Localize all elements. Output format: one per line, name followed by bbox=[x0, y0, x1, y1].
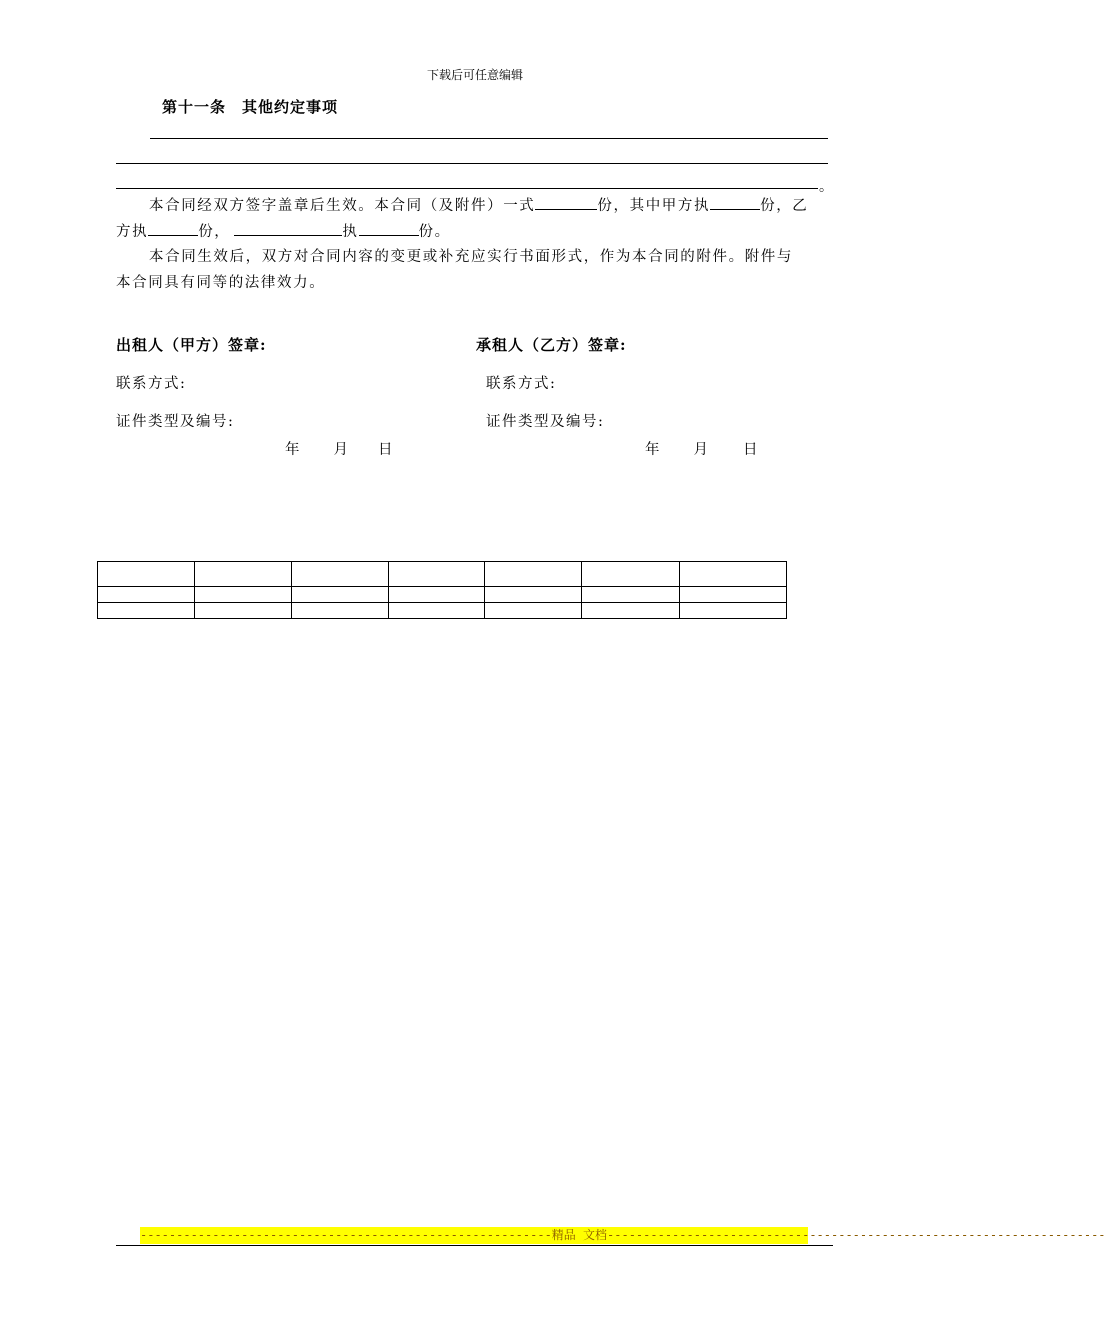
fill-line-1 bbox=[150, 138, 828, 139]
table-cell[interactable] bbox=[98, 562, 195, 587]
party-b-signature-label: 承租人（乙方）签章: bbox=[476, 336, 627, 354]
header-note: 下载后可任意编辑 bbox=[426, 68, 523, 82]
clause-copies-text: 份，其中甲方执 bbox=[597, 198, 711, 214]
table-cell[interactable] bbox=[194, 603, 291, 619]
clause-copies-text: 份，乙 bbox=[760, 198, 809, 214]
table-cell[interactable] bbox=[582, 603, 680, 619]
table-cell[interactable] bbox=[291, 587, 388, 603]
blank-other-holder[interactable] bbox=[234, 219, 342, 236]
table-cell[interactable] bbox=[388, 603, 485, 619]
clause-copies-text: 执 bbox=[342, 224, 359, 240]
party-b-id-label: 证件类型及编号: bbox=[486, 414, 605, 430]
party-a-date bbox=[285, 438, 393, 459]
fill-line-end-mark: 。 bbox=[819, 179, 833, 195]
clause-copies-text: 份。 bbox=[418, 224, 451, 240]
fill-line-2 bbox=[116, 163, 828, 164]
table-cell[interactable] bbox=[98, 603, 195, 619]
clause-copies bbox=[116, 193, 832, 245]
party-b-date bbox=[645, 438, 758, 459]
date-day: 日 bbox=[378, 442, 393, 458]
table-cell[interactable] bbox=[680, 603, 787, 619]
date-year: 年 bbox=[285, 442, 300, 458]
table-cell[interactable] bbox=[388, 562, 485, 587]
date-month: 月 bbox=[693, 442, 708, 458]
table-cell[interactable] bbox=[582, 562, 680, 587]
table-cell[interactable] bbox=[291, 562, 388, 587]
fill-line-3 bbox=[116, 188, 818, 189]
party-b-contact-label: 联系方式: bbox=[486, 376, 557, 392]
clause-amendments bbox=[116, 244, 832, 296]
date-month: 月 bbox=[333, 442, 348, 458]
table-cell[interactable] bbox=[485, 603, 582, 619]
clause-amendments-line: 本合同具有同等的法律效力。 bbox=[116, 275, 326, 291]
table-cell[interactable] bbox=[194, 562, 291, 587]
table-cell[interactable] bbox=[485, 562, 582, 587]
party-a-signature-label: 出租人（甲方）签章: bbox=[116, 336, 267, 354]
footer-watermark-band: ---------------------------------------------------------精品 文档--------------------------------------------------------------------- bbox=[140, 1228, 1106, 1242]
article-number: 第十一条 bbox=[162, 98, 227, 116]
clause-copies-text: 份， bbox=[198, 224, 231, 240]
date-day: 日 bbox=[743, 442, 758, 458]
blank-other-copies[interactable] bbox=[359, 219, 419, 236]
table-cell[interactable] bbox=[388, 587, 485, 603]
blank-total-copies[interactable] bbox=[535, 193, 597, 210]
blank-table bbox=[97, 561, 787, 619]
date-year: 年 bbox=[645, 442, 660, 458]
article-heading bbox=[162, 96, 338, 117]
table-cell[interactable] bbox=[680, 587, 787, 603]
table-cell[interactable] bbox=[680, 562, 787, 587]
table-cell[interactable] bbox=[291, 603, 388, 619]
party-a-id-label: 证件类型及编号: bbox=[116, 414, 235, 430]
clause-copies-text: 方执 bbox=[116, 224, 149, 240]
article-title: 其他约定事项 bbox=[242, 98, 339, 116]
blank-party-a-copies[interactable] bbox=[710, 193, 760, 210]
footer-rule bbox=[116, 1245, 833, 1246]
clause-copies-text: 本合同经双方签字盖章后生效。本合同（及附件）一式 bbox=[149, 198, 536, 214]
clause-amendments-line: 本合同生效后，双方对合同内容的变更或补充应实行书面形式，作为本合同的附件。附件与 bbox=[149, 249, 793, 265]
table-cell[interactable] bbox=[98, 587, 195, 603]
table-cell[interactable] bbox=[194, 587, 291, 603]
table-cell[interactable] bbox=[485, 587, 582, 603]
blank-party-b-copies[interactable] bbox=[148, 219, 198, 236]
party-a-contact-label: 联系方式: bbox=[116, 376, 187, 392]
table-cell[interactable] bbox=[582, 587, 680, 603]
